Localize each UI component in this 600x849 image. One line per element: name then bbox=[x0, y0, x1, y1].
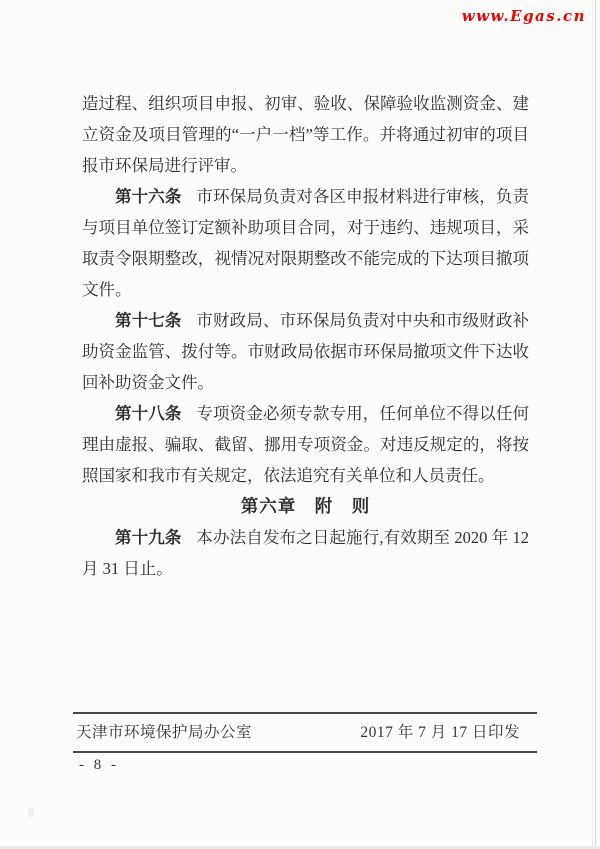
article-16-text: 市环保局负责对各区申报材料进行审核，负责与项目单位签订定额补助项目合同，对于违约、违规项目，采取责令限期整改，视情况对限期整改不能完成的下达项目撤项文件。 bbox=[82, 187, 530, 299]
paragraph-article-19 bbox=[82, 522, 529, 584]
scan-speck-artifact bbox=[28, 808, 34, 817]
paragraph-continuation bbox=[82, 88, 529, 181]
footer-row bbox=[76, 720, 520, 746]
article-18-lead: 第十八条 bbox=[115, 404, 182, 423]
article-17-text: 市财政局、市环保局负责对中央和市级财政补助资金监管、拨付等。市财政局依据市环保局撤项文件下达收回补助资金文件。 bbox=[82, 311, 530, 392]
article-19-lead: 第十九条 bbox=[115, 528, 182, 547]
scan-edge-artifact bbox=[595, 0, 596, 849]
article-17-lead: 第十七条 bbox=[115, 311, 182, 330]
footer-rule-bottom bbox=[73, 751, 537, 753]
site-watermark: www.Egas.cn bbox=[461, 7, 586, 25]
document-body bbox=[82, 88, 529, 584]
scan-edge-artifact bbox=[592, 0, 593, 849]
article-16-lead: 第十六条 bbox=[115, 187, 182, 206]
chapter-heading: 第六章 附 则 bbox=[240, 496, 371, 516]
paragraph-text: 造过程、组织项目申报、初审、验收、保障验收监测资金、建立资金及项目管理的“一户一档”等工作。并将通过初审的项目报市环保局进行评审。 bbox=[82, 94, 529, 175]
footer-rule-top bbox=[73, 712, 537, 714]
footer-issuer: 天津市环境保护局办公室 bbox=[76, 724, 253, 741]
article-18-text: 专项资金必须专款专用，任何单位不得以任何理由虚报、骗取、截留、挪用专项资金。对违反规定的，将按照国家和我市有关规定，依法追究有关单位和人员责任。 bbox=[82, 404, 530, 485]
article-19-text: 本办法自发布之日起施行,有效期至 2020 年 12 月 31 日止。 bbox=[82, 528, 530, 578]
paragraph-article-16 bbox=[82, 181, 529, 305]
page-number: - 8 - bbox=[79, 757, 119, 773]
paragraph-article-18 bbox=[82, 398, 529, 491]
footer-print-date: 2017 年 7 月 17 日印发 bbox=[360, 724, 520, 741]
paragraph-article-17 bbox=[82, 305, 529, 398]
